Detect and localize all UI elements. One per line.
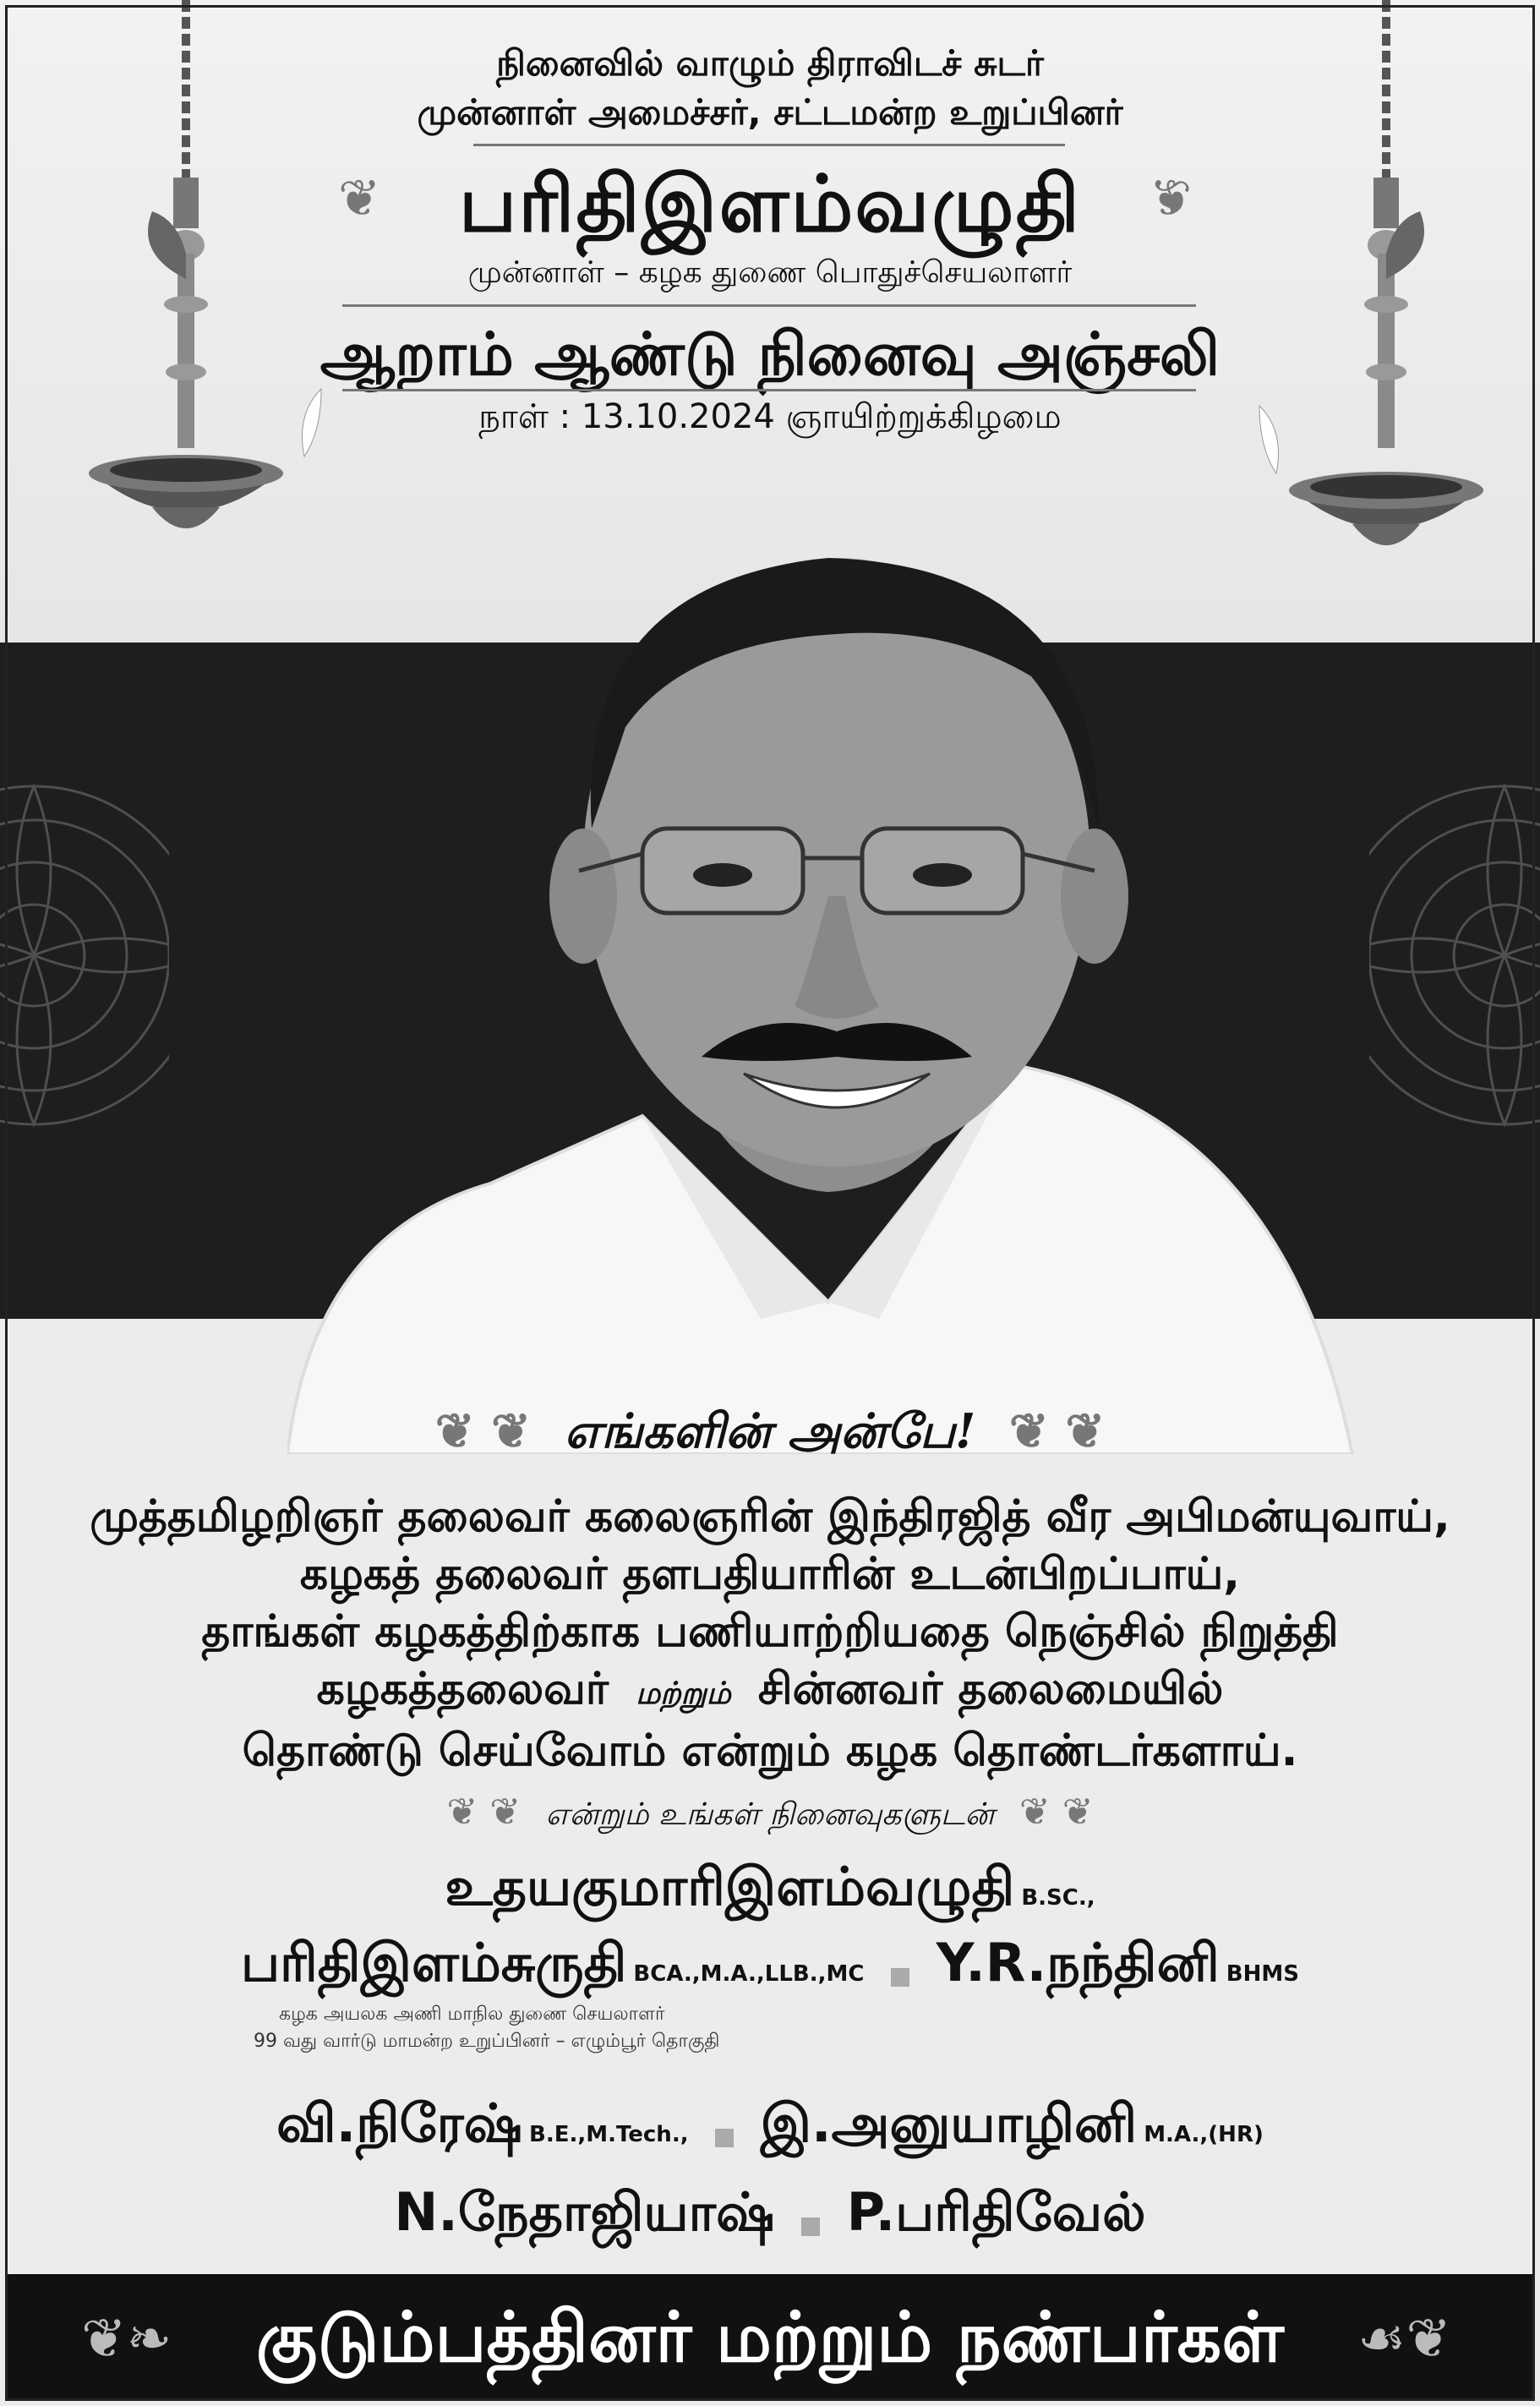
footer-text: குடும்பத்தினர் மற்றும் நண்பர்கள் xyxy=(255,2298,1285,2378)
separator-square xyxy=(801,2217,820,2236)
subtitle-line-2: முன்னாள் அமைச்சர், சட்டமன்ற உறுப்பினர் xyxy=(417,91,1123,133)
tribute-verse xyxy=(0,1488,1540,1780)
tagline xyxy=(0,1403,1540,1465)
family-role-line-2: 99 வது வார்டு மாமன்ற உறுப்பினர் – எழும்பூர் தொகுதி xyxy=(254,2031,720,2052)
designation: முன்னாள் – கழக துணை பொதுச்செயலாளர் xyxy=(467,255,1073,290)
floral-swirl-icon: ❦ ❦ xyxy=(446,1791,522,1834)
family-role-line-1: கழக அயலக அணி மாநில துணை செயலாளர் xyxy=(279,2004,665,2025)
verse-line-1: முத்தமிழறிஞர் தலைவர் கலைஞரின் இந்திரஜித் வீர அபிமன்யுவாய், xyxy=(90,1491,1450,1542)
family-name-7: P.பரிதிவேல் xyxy=(846,2181,1146,2243)
anniversary-title: ஆறாம் ஆண்டு நினைவு அஞ்சலி xyxy=(319,320,1221,389)
portrait-photo xyxy=(287,473,1369,1454)
floral-swirl-icon: ❦ ❦ xyxy=(1018,1791,1094,1834)
divider-top xyxy=(473,144,1065,146)
footer-banner xyxy=(5,2274,1535,2401)
floral-swirl-icon: ❦ ❦ xyxy=(434,1403,532,1459)
separator-square xyxy=(891,1968,909,1987)
family-qual-4: B.E.,M.Tech., xyxy=(529,2122,689,2147)
main-name: பரிதிஇளம்வழுதி xyxy=(458,159,1082,249)
sign-off-text: என்றும் உங்கள் நினைவுகளுடன் xyxy=(545,1797,995,1832)
floral-swirl-icon: ❦❧ xyxy=(81,2308,172,2370)
family-qual-2: BCA.,M.A.,LLB.,MC xyxy=(633,1961,865,1987)
family-name-5: இ.அனுயாழினி xyxy=(760,2092,1138,2154)
tagline-text: எங்களின் அன்பே! xyxy=(564,1403,976,1459)
family-name-6: N.நேதாஜியாஷ் xyxy=(394,2181,775,2243)
family-qual-1: B.SC., xyxy=(1021,1885,1095,1911)
family-name-2: பரிதிஇளம்சுருதி xyxy=(241,1932,627,1993)
verse-line-4b: மற்றும் xyxy=(636,1676,731,1711)
verse-line-5: தொண்டு செய்வோம் என்றும் கழக தொண்டர்களாய். xyxy=(242,1725,1298,1776)
floral-swirl-icon: ❦ xyxy=(338,169,381,228)
verse-line-4c: சின்னவர் தலைமையில் xyxy=(757,1664,1224,1714)
verse-line-4 xyxy=(0,1660,1540,1722)
floral-swirl-icon: ☙❦ xyxy=(1357,2308,1451,2370)
verse-line-2: கழகத் தலைவர் தளபதியாரின் உடன்பிறப்பாய், xyxy=(299,1549,1241,1599)
family-qual-3: BHMS xyxy=(1226,1961,1299,1987)
family-row-4 xyxy=(0,2181,1540,2250)
family-name-4: வி.நிரேஷ் xyxy=(276,2092,523,2154)
floral-swirl-icon: ❦ ❦ xyxy=(1008,1403,1106,1459)
divider-middle xyxy=(342,304,1196,307)
mandala-ornament-icon xyxy=(1369,693,1540,1217)
date-line: நாள் : 13.10.2024 ஞாயிற்றுக்கிழமை xyxy=(478,397,1062,436)
subtitle-line-1: நினைவில் வாழும் திராவிடச் சுடர் xyxy=(496,42,1044,84)
verse-line-3: தாங்கள் கழகத்திற்காக பணியாற்றியதை நெஞ்சில் நிறுத்தி xyxy=(201,1606,1339,1657)
family-name-3: Y.R.நந்தினி xyxy=(936,1932,1220,1993)
family-row-3 xyxy=(0,2092,1540,2162)
separator-square xyxy=(715,2129,734,2147)
sign-off xyxy=(0,1791,1540,1836)
divider-bottom xyxy=(342,389,1196,391)
verse-line-4a: கழகத்தலைவர் xyxy=(316,1664,609,1714)
floral-swirl-icon: ❦ xyxy=(1150,169,1193,228)
mandala-ornament-icon xyxy=(0,693,169,1217)
family-row-1 xyxy=(0,1856,1540,1925)
family-qual-5: M.A.,(HR) xyxy=(1144,2122,1264,2147)
family-row-2 xyxy=(0,1932,1540,2001)
family-name-1: உதயகுமாரிஇளம்வழுதி xyxy=(445,1856,1015,1917)
